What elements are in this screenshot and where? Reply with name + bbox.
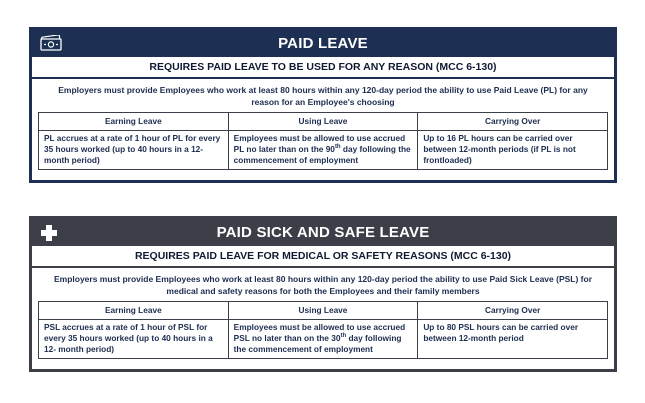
table-row: [39, 320, 608, 359]
using-leave-cell: [228, 131, 418, 170]
table-header-row: [39, 113, 608, 131]
paid-leave-table: [38, 112, 608, 170]
ordinal-suffix: th: [340, 333, 347, 340]
plus-icon: [40, 224, 58, 246]
column-header-earning: Earning Leave: [39, 113, 229, 131]
paid-sick-leave-description: Employers must provide Employees who work at least 80 hours within any 120-day period the ability to use Paid Sick Leave (PSL) for medical and safety reasons for both the Employees and their family members: [53, 274, 592, 296]
ordinal-suffix: th: [334, 144, 341, 151]
using-leave-cell: [228, 320, 418, 359]
paid-leave-title: PAID LEAVE: [278, 35, 368, 52]
paid-sick-leave-table: [38, 301, 608, 359]
column-header-carrying: Carrying Over: [418, 302, 608, 320]
column-header-earning: Earning Leave: [39, 302, 229, 320]
using-leave-text-end: day following the commencement of employment: [233, 333, 402, 354]
using-leave-text-end: day following the commencement of employment: [233, 144, 411, 165]
carrying-over-cell: Up to 80 PSL hours can be carried over between 12-month period: [418, 320, 608, 359]
earning-leave-cell: PL accrues at a rate of 1 hour of PL for every 35 hours worked (up to 40 hours in a 12- month period): [39, 131, 229, 170]
using-leave-text: Employees must be allowed to use accrued PSL no later than on the 30: [233, 322, 406, 343]
paid-sick-leave-banner: [32, 219, 614, 246]
paid-leave-description: Employers must provide Employees who work at least 80 hours within any 120-day period the ability to use Paid Leave (PL) for any reason for an Employee's choosing: [58, 85, 588, 107]
table-header-row: [39, 302, 608, 320]
paid-sick-leave-subtitle: REQUIRES PAID LEAVE FOR MEDICAL OR SAFETY REASONS (MCC 6-130): [32, 246, 614, 268]
column-header-using: Using Leave: [228, 113, 418, 131]
paid-leave-banner: [32, 30, 614, 57]
paid-leave-subtitle: REQUIRES PAID LEAVE TO BE USED FOR ANY REASON (MCC 6-130): [32, 57, 614, 79]
earning-leave-cell: PSL accrues at a rate of 1 hour of PSL for every 35 hours worked (up to 40 hours in a 12- month period): [39, 320, 229, 359]
using-leave-text: Employees must be allowed to use accrued PL no later than on the 90: [233, 133, 406, 154]
paid-sick-leave-title: PAID SICK AND SAFE LEAVE: [216, 224, 430, 241]
table-row: [39, 131, 608, 170]
column-header-carrying: Carrying Over: [418, 113, 608, 131]
carrying-over-cell: Up to 16 PL hours can be carried over between 12-month periods (if PL is not frontloaded): [418, 131, 608, 170]
column-header-using: Using Leave: [228, 302, 418, 320]
paid-sick-leave-card: [29, 216, 617, 372]
money-icon: [40, 35, 62, 55]
paid-leave-card: [29, 27, 617, 183]
